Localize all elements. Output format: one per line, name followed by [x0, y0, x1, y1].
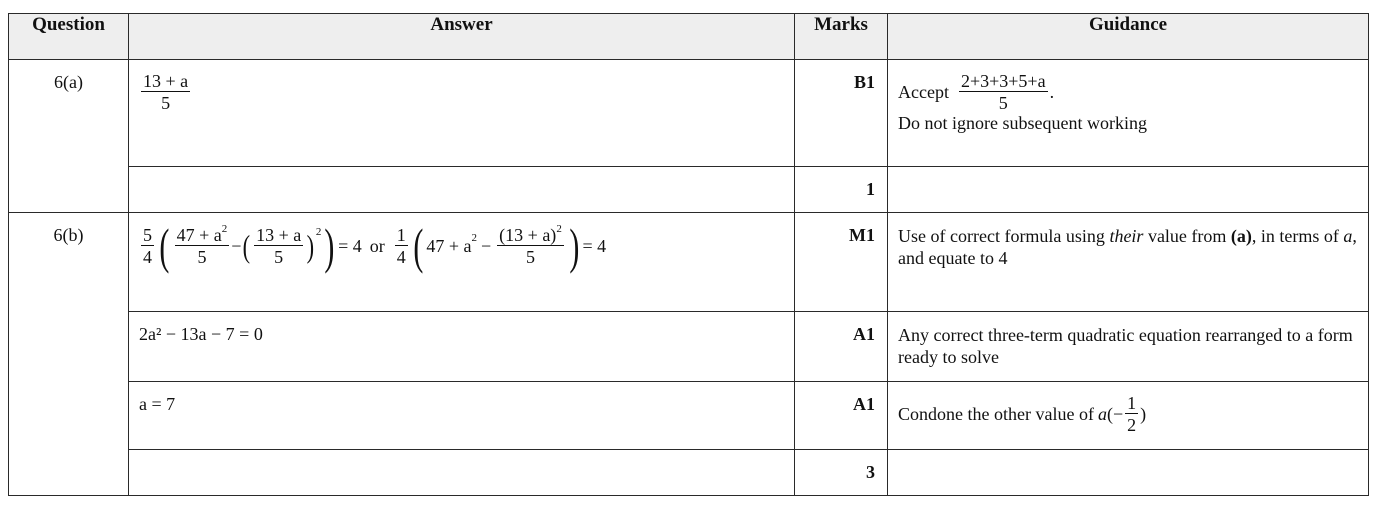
row-6b-quadratic	[9, 312, 1369, 382]
term-47-a: 47 + a	[426, 235, 472, 256]
g-m1-bold: (a)	[1230, 226, 1252, 246]
coef1-num: 5	[143, 225, 152, 245]
row-6b-formula	[9, 213, 1369, 312]
g-a1-frac-num: 1	[1127, 393, 1137, 413]
g-a1-close: )	[1140, 404, 1147, 424]
header-row	[9, 14, 1369, 60]
coef2-num: 1	[396, 225, 406, 245]
guidance-6a-total-blank	[888, 167, 1369, 213]
question-6b: 6(b)	[9, 213, 129, 496]
guidance-6b-m1	[888, 213, 1369, 312]
guidance-6b-total-blank	[888, 450, 1369, 496]
g-a1-fraction	[1125, 394, 1138, 434]
guidance-6a-fraction	[959, 72, 1048, 112]
total-6b: 3	[795, 450, 888, 496]
g-m1-post1: , in terms of	[1251, 226, 1344, 246]
exp-2: 2	[315, 226, 322, 238]
frac3-num: (13 + a)	[499, 225, 557, 245]
answer-6b-solution: a = 7	[129, 382, 795, 450]
mark-6a: B1	[795, 60, 888, 167]
row-6a-answer	[9, 60, 1369, 167]
row-6a-total	[9, 167, 1369, 213]
open-paren-2: (	[243, 228, 251, 264]
formula-expression	[139, 218, 607, 274]
answer-6a-denominator: 5	[161, 93, 171, 113]
frac1-exp: 2	[221, 223, 228, 235]
minus-2: −	[481, 235, 492, 256]
equals-4-second: = 4	[582, 235, 607, 256]
mark-6b-a1-second: A1	[795, 382, 888, 450]
row-6b-solution	[9, 382, 1369, 450]
frac-13-a	[254, 226, 303, 266]
frac2-den: 5	[274, 247, 284, 267]
frac3-den: 5	[525, 247, 535, 267]
equals-4-first: = 4	[338, 235, 362, 256]
mark-scheme-table	[8, 13, 1369, 496]
g-m1-a: a	[1343, 226, 1353, 246]
answer-6a-fraction	[141, 72, 190, 112]
question-6a: 6(a)	[9, 60, 129, 213]
guidance-6a-line2: Do not ignore subsequent working	[898, 113, 1147, 133]
g-m1-post2: , and equate to 4	[898, 226, 1357, 268]
answer-6b-formula	[129, 213, 795, 312]
open-paren-1: (	[159, 218, 170, 274]
g-a1-open: (−	[1106, 404, 1124, 424]
term-exp: 2	[471, 232, 478, 244]
guidance-6b-a1-first: Any correct three-term quadratic equation rearranged to a form ready to solve	[888, 312, 1369, 382]
minus-1: −	[231, 235, 242, 256]
answer-6b-quadratic: 2a² − 13a − 7 = 0	[129, 312, 795, 382]
total-6a: 1	[795, 167, 888, 213]
guidance-6a	[888, 60, 1369, 167]
close-paren-2: )	[306, 228, 315, 264]
g-a1-a: a	[1097, 404, 1107, 424]
mark-6b-m1: M1	[795, 213, 888, 312]
answer-6a-numerator: 13 + a	[143, 71, 189, 91]
guidance-6b-a1-second	[888, 382, 1369, 450]
coef-five-quarters	[141, 226, 154, 266]
or-word: or	[369, 235, 385, 256]
frac-13-a-squared	[497, 223, 564, 267]
header-answer: Answer	[129, 14, 795, 60]
header-question: Question	[9, 14, 129, 60]
mark-6b-a1-first: A1	[795, 312, 888, 382]
guidance-6a-period: .	[1049, 82, 1055, 102]
frac1-den: 5	[197, 247, 207, 267]
guidance-6a-denominator: 5	[998, 93, 1008, 113]
guidance-6a-numerator: 2+3+3+5+a	[960, 71, 1046, 91]
guidance-6a-accept: Accept	[898, 82, 949, 102]
close-paren-3: )	[569, 218, 580, 274]
coef1-den: 4	[143, 247, 152, 267]
g-m1-pre: Use of correct formula using	[898, 226, 1110, 246]
coef-one-quarter	[395, 226, 408, 266]
frac-47-a2	[175, 223, 230, 267]
g-m1-mid: value from	[1143, 226, 1231, 246]
answer-6b-total-blank	[129, 450, 795, 496]
answer-6a-total-blank	[129, 167, 795, 213]
row-6b-total	[9, 450, 1369, 496]
g-m1-their: their	[1109, 226, 1144, 246]
coef2-den: 4	[396, 247, 406, 267]
answer-6a	[129, 60, 795, 167]
g-a1-frac-den: 2	[1127, 415, 1137, 435]
frac1-num: 47 + a	[176, 225, 222, 245]
g-a1-pre: Condone the other value of	[898, 404, 1094, 424]
close-paren-1: )	[324, 218, 335, 274]
header-marks: Marks	[795, 14, 888, 60]
open-paren-3: (	[413, 218, 424, 274]
frac2-num: 13 + a	[256, 225, 302, 245]
header-guidance: Guidance	[888, 14, 1369, 60]
frac3-exp: 2	[556, 223, 562, 235]
